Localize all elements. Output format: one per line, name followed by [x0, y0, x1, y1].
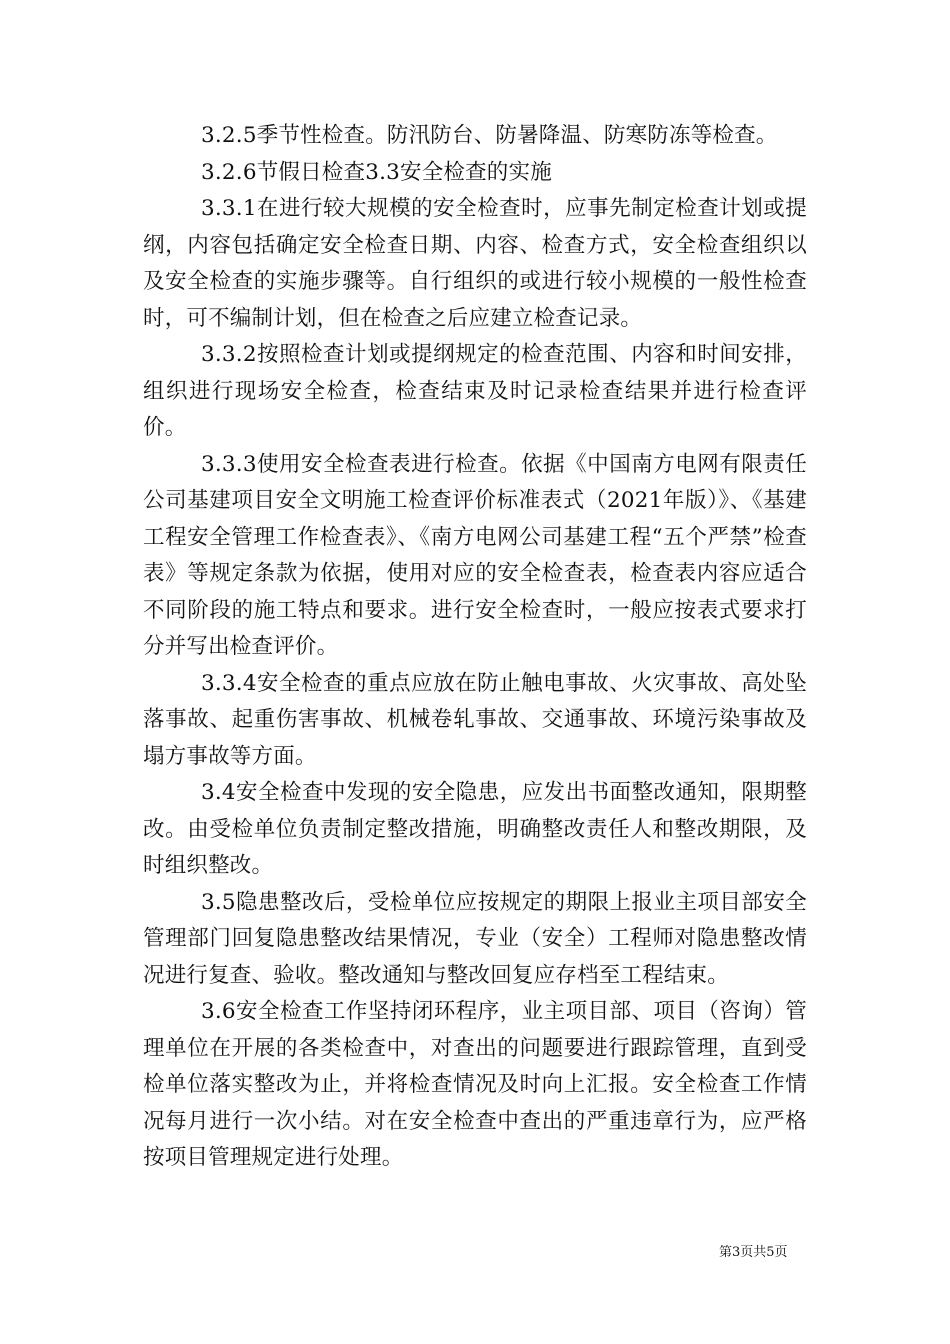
document-body: [143, 118, 807, 1177]
page-number-footer: [719, 1244, 819, 1262]
paragraph-3-3-1: 3.3.1在进行较大规模的安全检查时，应事先制定检查计划或提纲，内容包括确定安全检查日期、内容、检查方式，安全检查组织以及安全检查的实施步骤等。自行组织的或进行较小规模的一般性检查时，可不编制计划，但在检查之后应建立检查记录。: [143, 196, 807, 331]
paragraph-3-2-5: 3.2.5季节性检查。防汛防台、防暑降温、防寒防冻等检查。: [201, 123, 778, 148]
paragraph-3-5: 3.5隐患整改后，受检单位应按规定的期限上报业主项目部安全管理部门回复隐患整改结果情况，专业（安全）工程师对隐患整改情况进行复查、验收。整改通知与整改回复应存档至工程结束。: [143, 889, 807, 988]
paragraph-3-3-3: 3.3.3使用安全检查表进行检查。依据《中国南方电网有限责任公司基建项目安全文明施工检查评价标准表式（2021年版）》、《基建工程安全管理工作检查表》、《南方电网公司基建工程“五个严禁”检查表》等规定条款为依据，使用对应的安全检查表，检查表内容应适合不同阶段的施工特点和要求。进行安全检查时，一般应按表式要求打分并写出检查评价。: [143, 451, 807, 659]
paragraph-3-3-2: 3.3.2按照检查计划或提纲规定的检查范围、内容和时间安排，组织进行现场安全检查，检查结束及时记录检查结果并进行检查评价。: [143, 342, 807, 440]
paragraph-3-6: 3.6安全检查工作坚持闭环程序，业主项目部、项目（咨询）管理单位在开展的各类检查中，对查出的问题要进行跟踪管理，直到受检单位落实整改为止，并将检查情况及时向上汇报。安全检查工作情况每月进行一次小结。对在安全检查中查出的严重违章行为，应严格按项目管理规定进行处理。: [143, 999, 807, 1170]
page-number-label: 第3页共5页: [719, 1245, 788, 1260]
paragraph-3-3-4: 3.3.4安全检查的重点应放在防止触电事故、火灾事故、高处坠落事故、起重伤害事故、机械卷轧事故、交通事故、环境污染事故及塌方事故等方面。: [143, 670, 807, 769]
paragraph-3-2-6: 3.2.6节假日检查3.3安全检查的实施: [201, 159, 552, 185]
paragraph-3-4: 3.4安全检查中发现的安全隐患，应发出书面整改通知，限期整改。由受检单位负责制定整改措施，明确整改责任人和整改期限，及时组织整改。: [143, 780, 807, 878]
